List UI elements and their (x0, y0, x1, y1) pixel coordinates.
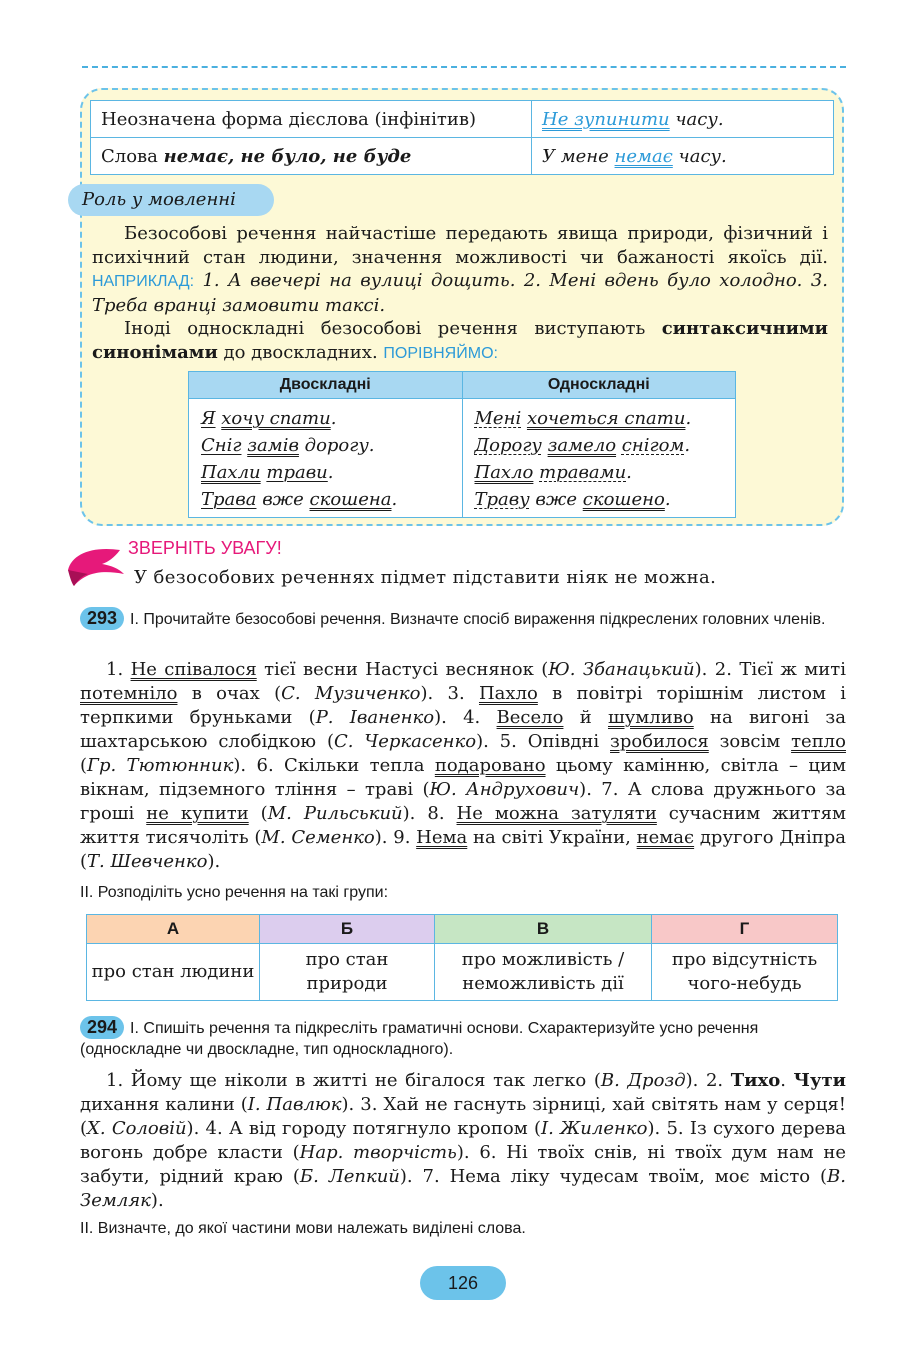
role-examples: 1. А ввечері на вулиці дощить. 2. Мені вдень було холодно. 3. Треба вранці замовити таксі. (92, 270, 828, 316)
column-header: Двоскладні (189, 372, 463, 399)
example-line (475, 432, 724, 459)
text: . (391, 489, 398, 510)
example-marker: НАПРИКЛАД: (92, 273, 195, 290)
text: . (780, 1070, 794, 1091)
text: на світі України, (467, 827, 637, 848)
example-cell (532, 138, 834, 175)
underlined-member: немає (636, 827, 695, 848)
exercise-number: 293 (80, 607, 124, 630)
text: . (626, 462, 632, 483)
text: в очах ( (177, 683, 282, 704)
column-header: Односкладні (462, 372, 736, 399)
example-line (475, 486, 724, 513)
group-description: про стан людини (87, 944, 260, 1001)
text: . (685, 408, 692, 429)
text: сучасним життям життя тисячоліть ( (80, 803, 847, 848)
group-header: Г (652, 915, 838, 944)
author: І. Павлюк (247, 1094, 342, 1115)
two-member-examples (189, 399, 463, 518)
object: Дорогу (474, 435, 542, 456)
text: ). 7. Нема ліку чудесам твоїм, моє місто ( (399, 1166, 828, 1187)
text: вже (256, 489, 310, 510)
subject: Сніг (201, 435, 242, 456)
exercise-paragraph (80, 1069, 846, 1213)
group-description: про відсутність чого-небудь (652, 944, 838, 1001)
highlighted-word: Тихо (730, 1070, 781, 1091)
example-rest: часу. (669, 108, 724, 130)
form-label-bold: немає, не було, не буде (163, 145, 412, 167)
text: . (330, 408, 337, 429)
example-line (475, 405, 724, 432)
role-paragraph-2 (92, 317, 828, 365)
author: М. Рильський (267, 803, 403, 824)
group-header: А (87, 915, 260, 944)
verb-forms-table (90, 100, 834, 175)
author: В. Земляк (80, 1166, 846, 1211)
one-member-examples (462, 399, 736, 518)
text: ). 3. (420, 683, 479, 704)
predicate: скошена (309, 489, 392, 510)
role-text: Безособові речення найчастіше передають явища природи, фізичний і психічний стан людини, значення можливості чи бажаності якоїсь дії. (92, 223, 828, 268)
underlined-member: подаровано (434, 755, 546, 776)
text: ). 5. Опівдні (476, 731, 611, 752)
text: цьому камінню, світла – цим вікнам, підземного тління – траві ( (80, 755, 846, 800)
exercise-294-task-2: ІІ. Визначте, до якої частини мови належать виділені слова. (80, 1220, 526, 1237)
author: І. Жиленко (541, 1118, 648, 1139)
example-predicate: Не зупинити (542, 108, 670, 130)
text: ( (248, 803, 268, 824)
highlighted-word: Чути (793, 1070, 846, 1091)
predicate: хочеться спати (526, 408, 686, 429)
groups-table (86, 914, 838, 1001)
underlined-member: Весело (496, 707, 564, 728)
task-text: І. Прочитайте безособові речення. Визначте спосіб вираження підкреслених головних членів. (130, 611, 826, 628)
text: на вигоні за шахтарською слобідкою ( (80, 707, 846, 752)
exercise-294-text (80, 1069, 846, 1213)
compare-marker: ПОРІВНЯЙМО: (383, 344, 498, 362)
example-line (201, 486, 450, 513)
example-cell (532, 101, 834, 138)
author: Гр. Тютюнник (87, 755, 234, 776)
role-label: Роль у мовленні (68, 184, 274, 216)
underlined-member: Не можна затуляти (456, 803, 657, 824)
exercise-number: 294 (80, 1016, 124, 1039)
predicate: замело (547, 435, 617, 456)
text: ). 4. А від городу потягнуло кропом ( (186, 1118, 541, 1139)
text: ). 2. Тієї ж миті (694, 659, 846, 680)
text: ). 5. Із сухого дерева вогонь добре класти ( (80, 1118, 846, 1163)
text: ). 4. (434, 707, 497, 728)
text: другого Дніпра ( (80, 827, 846, 872)
page-number: 126 (420, 1266, 506, 1300)
text: ). (150, 1190, 164, 1211)
author: С. Музиченко (281, 683, 421, 704)
underlined-member: Не співалося (130, 659, 257, 680)
subject: Я (201, 408, 216, 429)
text: ). 6. Ні твоїх снів, ні твоїх дум нам не забути, рідний краю ( (80, 1142, 846, 1187)
text: й (563, 707, 608, 728)
group-header: В (435, 915, 652, 944)
exercise-293-task (80, 607, 846, 630)
role-bold: синтаксичними синонімами (92, 318, 828, 363)
text: дихання калини ( (80, 1094, 248, 1115)
author: Р. Іваненко (315, 707, 435, 728)
object: Траву (474, 489, 530, 510)
underlined-member: потемніло (80, 683, 178, 704)
role-paragraph-1 (92, 222, 828, 317)
object: травами (539, 462, 627, 483)
text: . (684, 435, 691, 456)
form-cell: Неозначена форма дієслова (інфінітив) (91, 101, 532, 138)
text: в повітрі торішнім листом і терпкими бруньками ( (80, 683, 846, 728)
underlined-member: тепло (791, 731, 846, 752)
example-pre: У мене (542, 145, 615, 167)
exercise-293-task-2: ІІ. Розподіліть усно речення на такі групи: (80, 884, 389, 901)
author: Нар. творчість (299, 1142, 457, 1163)
object: Мені (474, 408, 522, 429)
role-rest: до двоскладних. (217, 341, 384, 363)
text: дорогу. (298, 435, 375, 456)
text: ). 8. (402, 803, 457, 824)
author: Ю. Андрухович (429, 779, 580, 800)
exercise-294-task (80, 1016, 846, 1060)
role-text: Іноді односкладні безособові речення виступають (124, 318, 662, 339)
task-text: І. Спишіть речення та підкресліть граматичні основи. Схарактеризуйте усно речення (односкладне чи двоскладне, тип односкладного). (80, 1020, 759, 1058)
predicate: Пахли (201, 462, 261, 483)
underlined-member: не купити (146, 803, 249, 824)
text: ). 6. Скільки тепла (233, 755, 435, 776)
author: М. Семенко (261, 827, 375, 848)
text: тієї весни Настусі веснянок ( (256, 659, 549, 680)
text: 1. Йому ще ніколи в житті не бігалося так легко ( (106, 1070, 601, 1091)
text: ( (80, 755, 88, 776)
text: . (327, 462, 334, 483)
example-line (201, 405, 450, 432)
example-predicate: немає (614, 145, 673, 167)
author: В. Дрозд (600, 1070, 686, 1091)
example-line (475, 459, 724, 486)
table-row (91, 138, 834, 175)
attention-flag-icon (62, 540, 128, 592)
exercise-293-text (80, 658, 846, 874)
text: ). 2. (685, 1070, 731, 1091)
text: ). 7. А слова дружнього за гроші (80, 779, 846, 824)
group-description: про стан природи (260, 944, 435, 1001)
table-header-row (189, 372, 736, 399)
subject: трави (266, 462, 328, 483)
text: . (664, 489, 671, 510)
comparison-table (188, 371, 736, 518)
text: зовсім (708, 731, 792, 752)
author: С. Черкасенко (333, 731, 477, 752)
underlined-member: зробилося (610, 731, 709, 752)
top-divider (82, 66, 846, 68)
predicate: скошено (582, 489, 665, 510)
text: ). (207, 851, 221, 872)
predicate: замів (247, 435, 299, 456)
table-row (91, 101, 834, 138)
underlined-member: шумливо (607, 707, 694, 728)
group-description: про можливість / неможливість дії (435, 944, 652, 1001)
author: Т. Шевченко (87, 851, 208, 872)
table-row (189, 399, 736, 518)
attention-text: У безособових реченнях підмет підставити ніяк не можна. (134, 567, 717, 588)
author: Б. Лепкий (299, 1166, 400, 1187)
author: Ю. Збанацький (548, 659, 695, 680)
attention-title: ЗВЕРНІТЬ УВАГУ! (128, 538, 282, 558)
example-line (201, 432, 450, 459)
table-row (87, 944, 838, 1001)
text: ). 9. (374, 827, 417, 848)
form-label: Слова (101, 145, 164, 167)
form-cell (91, 138, 532, 175)
text: ). 3. Хай не гаснуть зірниці, хай світять нам у серця! ( (80, 1094, 846, 1139)
author: Х. Соловій (87, 1118, 187, 1139)
predicate: хочу спати (221, 408, 331, 429)
example-rest: часу. (672, 145, 727, 167)
underlined-member: Пахло (478, 683, 538, 704)
exercise-paragraph (80, 658, 846, 874)
subject: Трава (201, 489, 257, 510)
predicate: Пахло (474, 462, 534, 483)
example-line (201, 459, 450, 486)
text: 1. (106, 659, 131, 680)
group-header: Б (260, 915, 435, 944)
text: вже (529, 489, 583, 510)
table-header-row (87, 915, 838, 944)
underlined-member: Нема (416, 827, 468, 848)
object: снігом (621, 435, 685, 456)
